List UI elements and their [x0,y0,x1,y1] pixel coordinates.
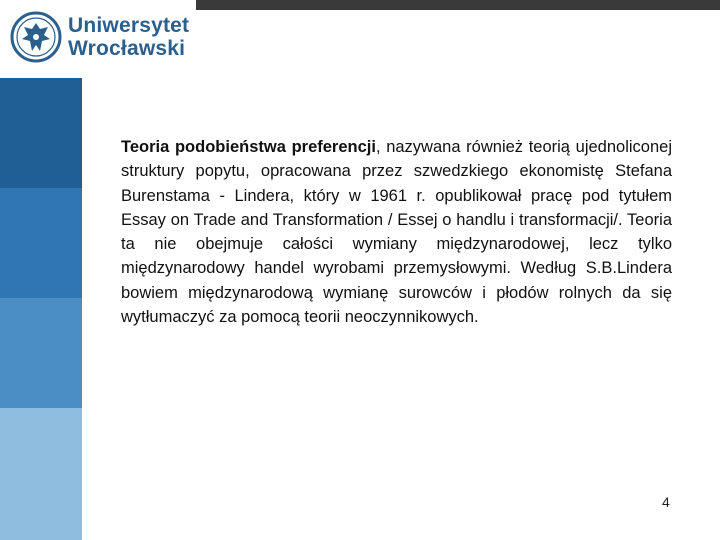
stripe-2 [0,188,82,298]
slide-paragraph [121,135,672,329]
paragraph-text: , nazywana również teorią ujednoliconej struktury popytu, opracowana przez szwedzkiego ekonomistę Stefana Burenstama - Lindera, który w 1961 r. opublikował pracę pod tytułem Essay on Trade and Transformation / Essej o handlu i transformacji/. Teoria ta nie obejmuje całości wymiany międzynarodowej, lecz tylko międzynarodowy handel wyrobami przemysłowymi. Według S.B.Lindera bowiem międzynarodową wymianę surowców i płodów rolnych da się wytłumaczyć za pomocą teorii neoczynnikowych. [121,138,672,327]
page-number: 4 [662,494,670,510]
university-logo [10,6,190,68]
paragraph-bold-term: Teoria podobieństwa preferencji [121,138,376,156]
side-stripes [0,78,82,540]
top-bar [196,0,720,10]
stripe-4 [0,408,82,540]
university-eagle-seal-icon [10,11,62,63]
stripe-1 [0,78,82,188]
university-name [68,14,189,60]
logo-line1: Uniwersytet [68,14,190,37]
logo-line2: Wrocławski [68,37,186,60]
stripe-3 [0,298,82,408]
